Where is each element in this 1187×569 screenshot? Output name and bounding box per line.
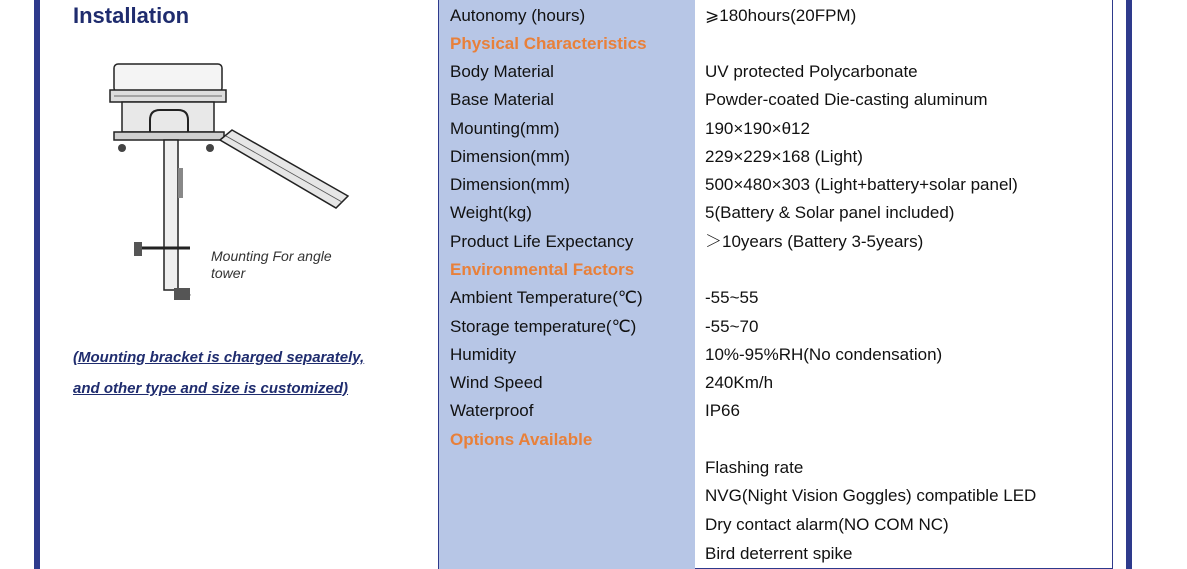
spec-value: IP66 [705,401,740,420]
spec-value: 500×480×303 (Light+battery+solar panel) [705,175,1018,194]
spec-row [439,454,1114,482]
spec-label: Autonomy (hours) [450,6,586,25]
spec-label: Humidity [450,345,517,364]
spec-value: -55~55 [705,288,759,307]
spec-value: UV protected Polycarbonate [705,62,918,81]
spec-value: ⩾180hours(20FPM) [705,6,857,25]
spec-value: NVG(Night Vision Goggles) compatible LED [705,486,1037,505]
page-border-left [34,0,40,569]
spec-row [439,143,1114,171]
spec-row [439,284,1114,312]
spec-row [439,86,1114,114]
spec-label: Wind Speed [450,373,543,392]
spec-row [439,313,1114,341]
spec-label: Body Material [450,62,554,81]
spec-label: Dimension(mm) [450,175,570,194]
spec-value: Flashing rate [705,458,804,477]
spec-section-row [439,30,1114,58]
spec-label: Dimension(mm) [450,147,570,166]
drawing-caption: Mounting For angle tower [211,248,332,281]
spec-row [439,482,1114,510]
spec-value: Bird deterrent spike [705,544,853,563]
spec-row [439,341,1114,369]
spec-value: Powder-coated Die-casting aluminum [705,90,988,109]
spec-value: ＞10years (Battery 3-5years) [705,232,924,251]
spec-label: Product Life Expectancy [450,232,634,251]
bracket-note-line2: and other type and size is customized) [73,380,349,397]
spec-row [439,2,1114,30]
spec-row [439,511,1114,539]
spec-value: 229×229×168 (Light) [705,147,863,166]
spec-value: -55~70 [705,317,759,336]
page-border-right [1126,0,1132,569]
spec-label: Mounting(mm) [450,119,560,138]
spec-section-row [439,256,1114,284]
spec-section-row [439,426,1114,454]
spec-label: Storage temperature(℃) [450,317,637,336]
spec-table [438,0,1113,569]
spec-label: Base Material [450,90,554,109]
installation-title: Installation [73,3,190,28]
spec-row [439,115,1114,143]
section-heading: Environmental Factors [450,260,635,279]
spec-row [439,171,1114,199]
spec-value: 190×190×θ12 [705,119,810,138]
spec-label: Ambient Temperature(℃) [450,288,643,307]
section-heading: Options Available [450,430,593,449]
section-heading: Physical Characteristics [450,34,647,53]
spec-row [439,540,1114,568]
spec-row [439,58,1114,86]
spec-value: 5(Battery & Solar panel included) [705,203,955,222]
spec-row [439,369,1114,397]
spec-row [439,199,1114,227]
spec-value: 10%-95%RH(No condensation) [705,345,943,364]
bracket-note-line1: (Mounting bracket is charged separately, [73,349,365,366]
spec-value: Dry contact alarm(NO COM NC) [705,515,949,534]
spec-row [439,397,1114,425]
spec-label: Waterproof [450,401,534,420]
spec-label: Weight(kg) [450,203,532,222]
spec-row [439,228,1114,256]
spec-value: 240Km/h [705,373,774,392]
